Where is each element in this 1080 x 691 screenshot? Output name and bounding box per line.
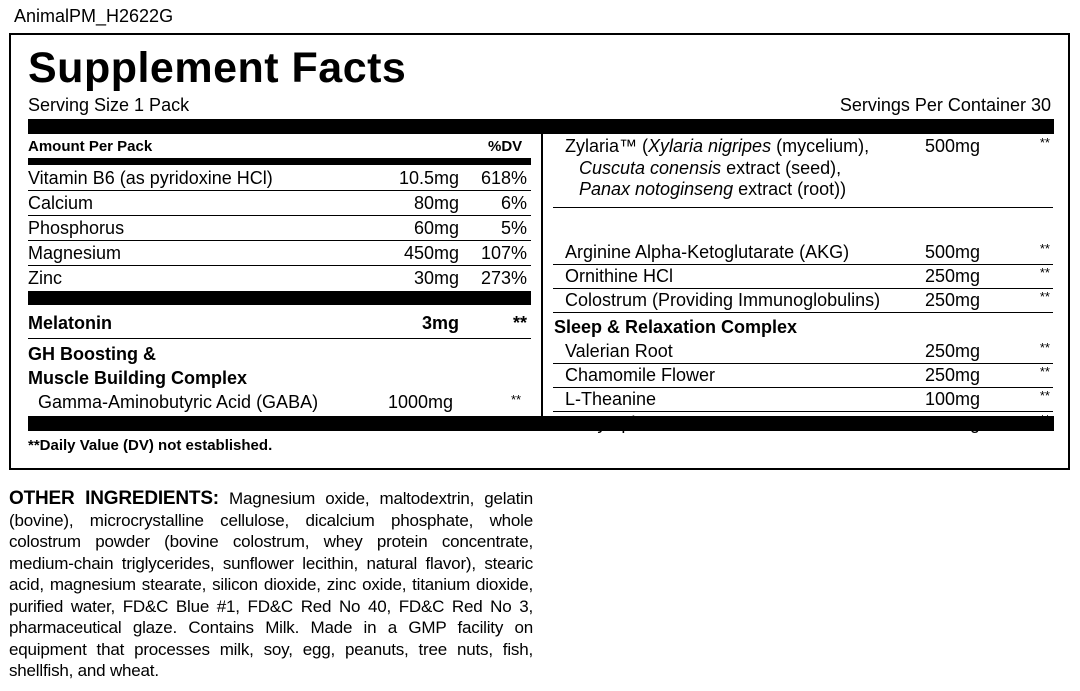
nutrient-dv: 5% — [500, 218, 527, 238]
nutrient-amount: 80mg — [413, 193, 459, 213]
ingredient-dv: ** — [1039, 388, 1050, 403]
gaba-name: Gamma-Aminobutyric Acid (GABA) — [38, 392, 319, 412]
ingredient-dv: ** — [1039, 265, 1050, 280]
ingredient-dv: ** — [1039, 289, 1050, 304]
melatonin-name: Melatonin — [28, 313, 112, 333]
amount-per-pack-header: Amount Per Pack — [28, 138, 153, 155]
gaba-dv: ** — [511, 392, 522, 407]
bottom-divider-bar — [28, 416, 1054, 431]
nutrient-name: Phosphorus — [28, 218, 125, 238]
akg-row — [553, 240, 1053, 265]
valerian-row — [553, 339, 1053, 364]
other-ingredients-text: Magnesium oxide, maltodextrin, gelatin (bovine), microcrystalline cellulose, dicalcium phosphate, whole colostrum powder (bovine colostrum, whey protein concentrate, medium-chain triglycerides, sunflower lecithin, natural flavor), stearic acid, magnesium stearate, silicon dioxide, zinc oxide, titanium dioxide, purified water, FD&C Blue #1, FD&C Red No 40, FD&C Red No 3, pharmaceutical glaze. Contains Milk. Made in a GMP facility on equipment that processes milk, soy, egg, peanuts, tree nuts, fish, shellfish, and wheat. — [9, 489, 533, 680]
ingredient-name: Valerian Root — [565, 341, 673, 361]
ingredient-amount: 100mg — [925, 389, 981, 409]
nutrient-row-zinc — [28, 266, 531, 291]
supplement-facts-panel — [9, 33, 1070, 470]
ingredient-name: L-Theanine — [565, 389, 657, 409]
nutrient-row-magnesium — [28, 241, 531, 266]
melatonin-row — [28, 309, 531, 339]
servings-per-container: Servings Per Container 30 — [839, 95, 1051, 115]
nutrient-amount: 10.5mg — [398, 168, 459, 188]
gh-complex-title-line2: Muscle Building Complex — [28, 368, 248, 388]
ingredient-name: Arginine Alpha-Ketoglutarate (AKG) — [565, 242, 850, 262]
nutrient-name: Calcium — [28, 193, 94, 213]
zylaria-line1: Zylaria™ (Xylaria nigripes (mycelium), — [565, 136, 870, 156]
serving-size: Serving Size 1 Pack — [28, 95, 190, 115]
column-divider — [541, 134, 543, 416]
ingredient-amount: 250mg — [925, 341, 981, 361]
zylaria-row — [553, 134, 1053, 208]
panel-title: Supplement Facts — [28, 44, 407, 92]
ornithine-row — [553, 264, 1053, 289]
nutrient-dv: 6% — [500, 193, 527, 213]
melatonin-dv: ** — [512, 313, 527, 333]
ingredient-amount: 250mg — [925, 266, 981, 286]
nutrient-amount: 450mg — [403, 243, 459, 263]
header-divider-bar — [28, 158, 531, 165]
colostrum-row — [553, 288, 1053, 313]
nutrient-row-vitamin-b6 — [28, 166, 531, 191]
nutrient-amount: 30mg — [413, 268, 459, 288]
sleep-complex-title: Sleep & Relaxation Complex — [554, 317, 798, 337]
file-id-label: AnimalPM_H2622G — [14, 6, 174, 26]
nutrient-name: Magnesium — [28, 243, 122, 263]
nutrient-row-calcium — [28, 191, 531, 216]
ingredient-dv: ** — [1039, 364, 1050, 379]
theanine-row — [553, 387, 1053, 412]
ingredient-amount: 250mg — [925, 290, 981, 310]
zylaria-amount: 500mg — [925, 136, 981, 156]
dv-header: %DV — [488, 138, 523, 155]
dv-footnote: **Daily Value (DV) not established. — [28, 437, 273, 454]
ingredient-amount: 500mg — [925, 242, 981, 262]
melatonin-amount: 3mg — [421, 313, 459, 333]
chamomile-row — [553, 363, 1053, 388]
gaba-amount: 1000mg — [388, 392, 454, 412]
nutrient-amount: 60mg — [413, 218, 459, 238]
ingredient-name: Ornithine HCl — [565, 266, 674, 286]
nutrient-dv: 107% — [480, 243, 527, 263]
zylaria-line3: Panax notoginseng extract (root)) — [579, 179, 847, 199]
nutrient-dv: 273% — [480, 268, 527, 288]
other-ingredients — [9, 488, 533, 682]
nutrient-divider-bar — [28, 291, 531, 305]
zylaria-dv: ** — [1039, 135, 1050, 150]
ingredient-name: Chamomile Flower — [565, 365, 716, 385]
ingredient-dv: ** — [1039, 241, 1050, 256]
nutrient-row-phosphorus — [28, 216, 531, 241]
nutrient-name: Zinc — [28, 268, 63, 288]
other-ingredients-label: OTHER INGREDIENTS: — [9, 488, 219, 509]
zylaria-line2: Cuscuta conensis extract (seed), — [579, 158, 842, 178]
ingredient-name: Colostrum (Providing Immunoglobulins) — [565, 290, 881, 310]
ingredient-amount: 250mg — [925, 365, 981, 385]
nutrient-dv: 618% — [480, 168, 527, 188]
top-divider-bar — [28, 119, 1054, 134]
nutrient-name: Vitamin B6 (as pyridoxine HCl) — [28, 168, 273, 188]
ingredient-dv: ** — [1039, 340, 1050, 355]
gh-complex-title-line1: GH Boosting & — [28, 344, 156, 364]
